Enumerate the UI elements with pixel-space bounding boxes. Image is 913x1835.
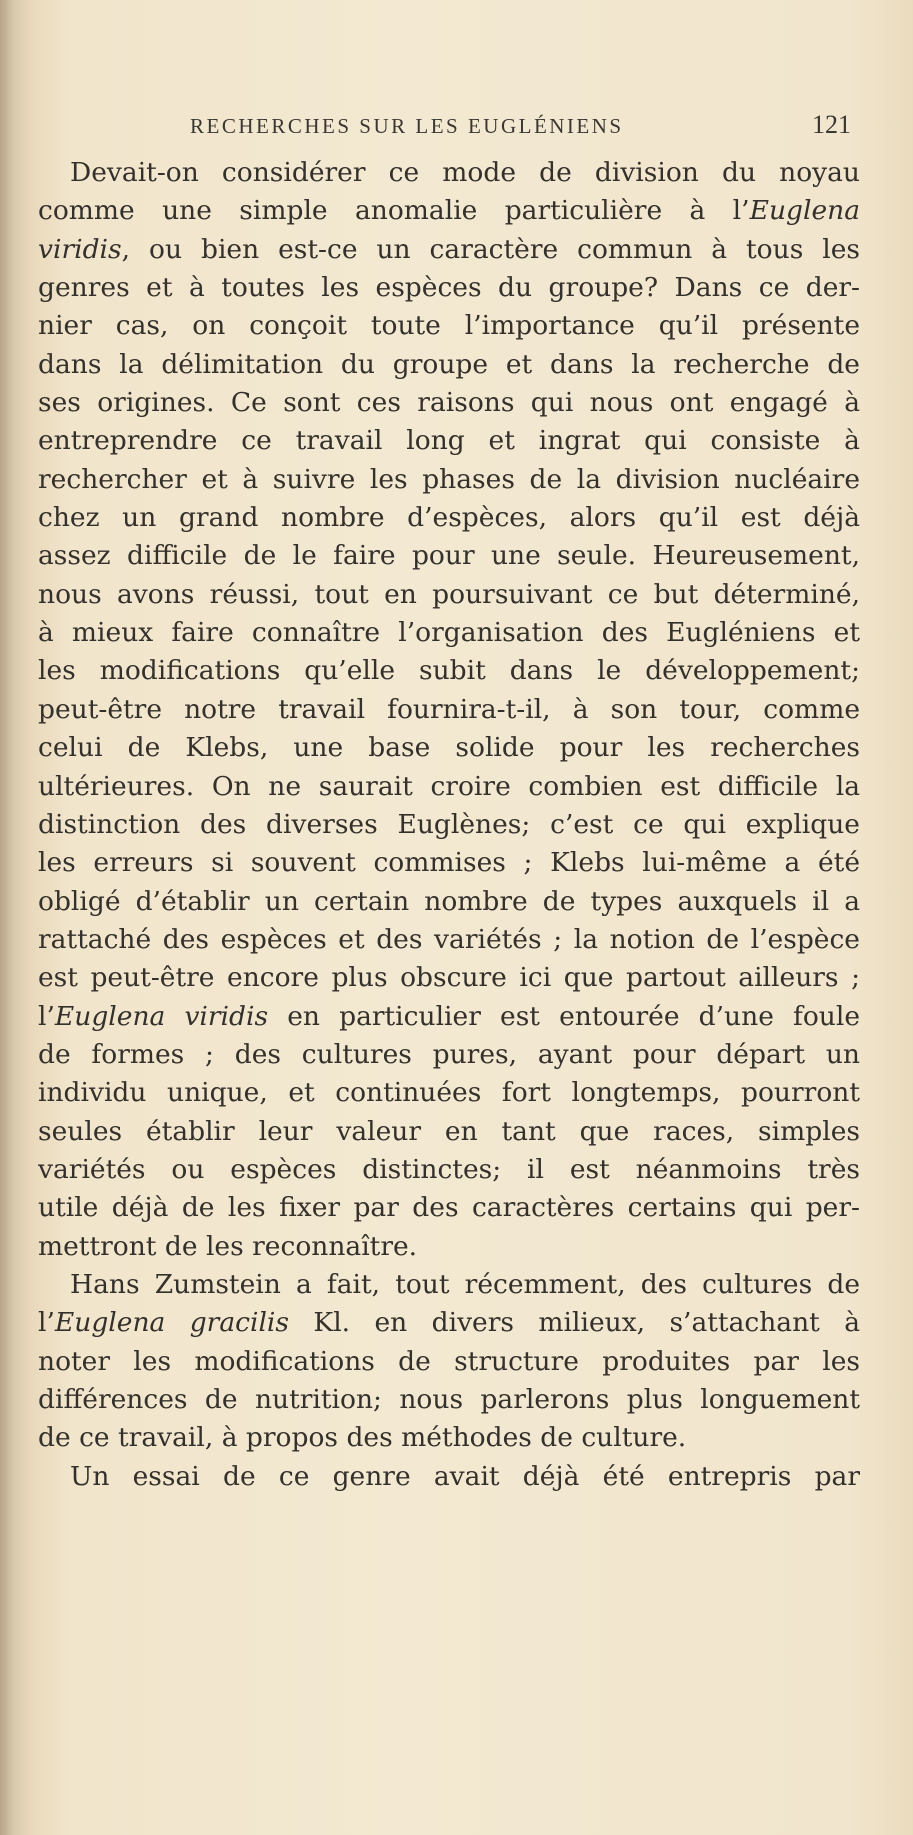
text-segment: individu unique, et continuées fort longtemps, pourront — [38, 1077, 860, 1109]
text-line — [38, 461, 860, 499]
text-segment: variétés ou espèces distinctes; il est néanmoins très — [38, 1153, 860, 1185]
text-segment: genres et à toutes les espèces du groupe? Dans ce der- — [38, 272, 860, 304]
text-segment: différences de nutrition; nous parlerons plus longuement — [38, 1384, 860, 1415]
text-segment: l’ — [38, 1307, 55, 1339]
text-line — [38, 1266, 860, 1304]
text-line — [38, 422, 860, 460]
italic-text: Euglena viridis — [54, 1000, 269, 1032]
page-number: 121 — [812, 110, 851, 139]
text-segment: distinction des diverses Euglènes; c’est ce qui explique — [38, 808, 860, 840]
text-segment: Devait-on considérer ce mode de division du noyau — [70, 157, 860, 188]
italic-text: viridis — [38, 233, 122, 265]
text-segment: celui de Klebs, une base solide pour les recherches — [38, 732, 860, 764]
text-segment: en particulier est entourée d’une foule — [268, 1000, 860, 1032]
text-line — [38, 1189, 860, 1227]
text-line — [38, 806, 860, 844]
text-segment: les modifications qu’elle subit dans le développement; — [38, 655, 860, 687]
text-segment: assez difficile de le faire pour une seule. Heureusement, — [38, 540, 860, 572]
text-segment: entreprendre ce travail long et ingrat qui consiste à — [38, 425, 860, 457]
text-segment: mettront de les reconnaître. — [38, 1230, 418, 1262]
text-segment: chez un grand nombre d’espèces, alors qu’il est déjà — [38, 502, 860, 534]
text-segment: rechercher et à suivre les phases de la division nucléaire — [38, 463, 860, 495]
text-line — [38, 192, 860, 230]
text-line — [38, 921, 860, 959]
text-line — [38, 499, 860, 537]
running-title: RECHERCHES SUR LES EUGLÉNIENS — [190, 114, 624, 138]
text-line — [38, 346, 860, 384]
text-segment: de formes ; des cultures pures, ayant pour départ un — [38, 1038, 860, 1070]
text-line — [38, 576, 860, 614]
text-line — [38, 1343, 860, 1381]
text-segment: est peut-être encore plus obscure ici que partout ailleurs ; — [38, 962, 860, 994]
text-segment: ses origines. Ce sont ces raisons qui nous ont engagé à — [38, 387, 860, 419]
text-segment: les erreurs si souvent commises ; Klebs lui-même a été — [38, 847, 860, 879]
text-segment: Un essai de ce genre avait déjà été entrepris par — [70, 1460, 860, 1492]
text-segment: , ou bien est-ce un caractère commun à tous les — [121, 233, 860, 265]
text-line — [38, 883, 860, 921]
text-segment: comme une simple anomalie particulière à l’ — [38, 195, 750, 227]
text-line — [38, 729, 860, 767]
text-segment: peut-être notre travail fournira-t-il, à son tour, comme — [38, 693, 860, 725]
text-segment: noter les modifications de structure produites par les — [38, 1345, 860, 1377]
text-line — [38, 1036, 860, 1074]
text-line — [38, 1151, 860, 1189]
text-line — [38, 1381, 860, 1419]
text-line — [38, 1113, 860, 1151]
italic-text: Euglena — [749, 195, 860, 227]
text-line — [38, 1074, 860, 1112]
text-segment: l’ — [38, 1000, 55, 1032]
text-segment: nous avons réussi, tout en poursuivant ce but déterminé, — [38, 578, 860, 610]
text-segment: de ce travail, à propos des méthodes de culture. — [38, 1422, 687, 1454]
text-segment: nier cas, on conçoit toute l’importance qu’il présente — [38, 310, 860, 342]
text-line — [38, 154, 860, 192]
text-segment: rattaché des espèces et des variétés ; la notion de l’espèce — [38, 923, 860, 955]
text-line — [38, 1419, 860, 1457]
body-text — [38, 154, 860, 1496]
page-header — [0, 110, 913, 144]
text-line — [38, 1458, 860, 1496]
text-line — [38, 1228, 860, 1266]
text-line — [38, 998, 860, 1036]
text-segment: obligé d’établir un certain nombre de types auxquels il a — [38, 885, 860, 917]
text-line — [38, 614, 860, 652]
text-segment: dans la délimitation du groupe et dans la recherche de — [38, 348, 860, 380]
text-line — [38, 691, 860, 729]
text-segment: ultérieures. On ne saurait croire combien est difficile la — [38, 770, 860, 802]
text-line — [38, 768, 860, 806]
text-segment: Kl. en divers milieux, s’attachant à — [289, 1307, 860, 1339]
text-line — [38, 537, 860, 575]
italic-text: Euglena gracilis — [54, 1307, 289, 1339]
text-line — [38, 959, 860, 997]
text-segment: seules établir leur valeur en tant que races, simples — [38, 1115, 860, 1147]
text-segment: à mieux faire connaître l’organisation des Eugléniens et — [38, 617, 860, 649]
text-line — [38, 1304, 860, 1342]
text-line — [38, 269, 860, 307]
text-segment: Hans Zumstein a fait, tout récemment, des cultures de — [70, 1268, 860, 1300]
text-line — [38, 844, 860, 882]
text-line — [38, 231, 860, 269]
text-line — [38, 384, 860, 422]
text-line — [38, 652, 860, 690]
text-line — [38, 307, 860, 345]
text-segment: utile déjà de les fixer par des caractères certains qui per- — [38, 1192, 860, 1224]
